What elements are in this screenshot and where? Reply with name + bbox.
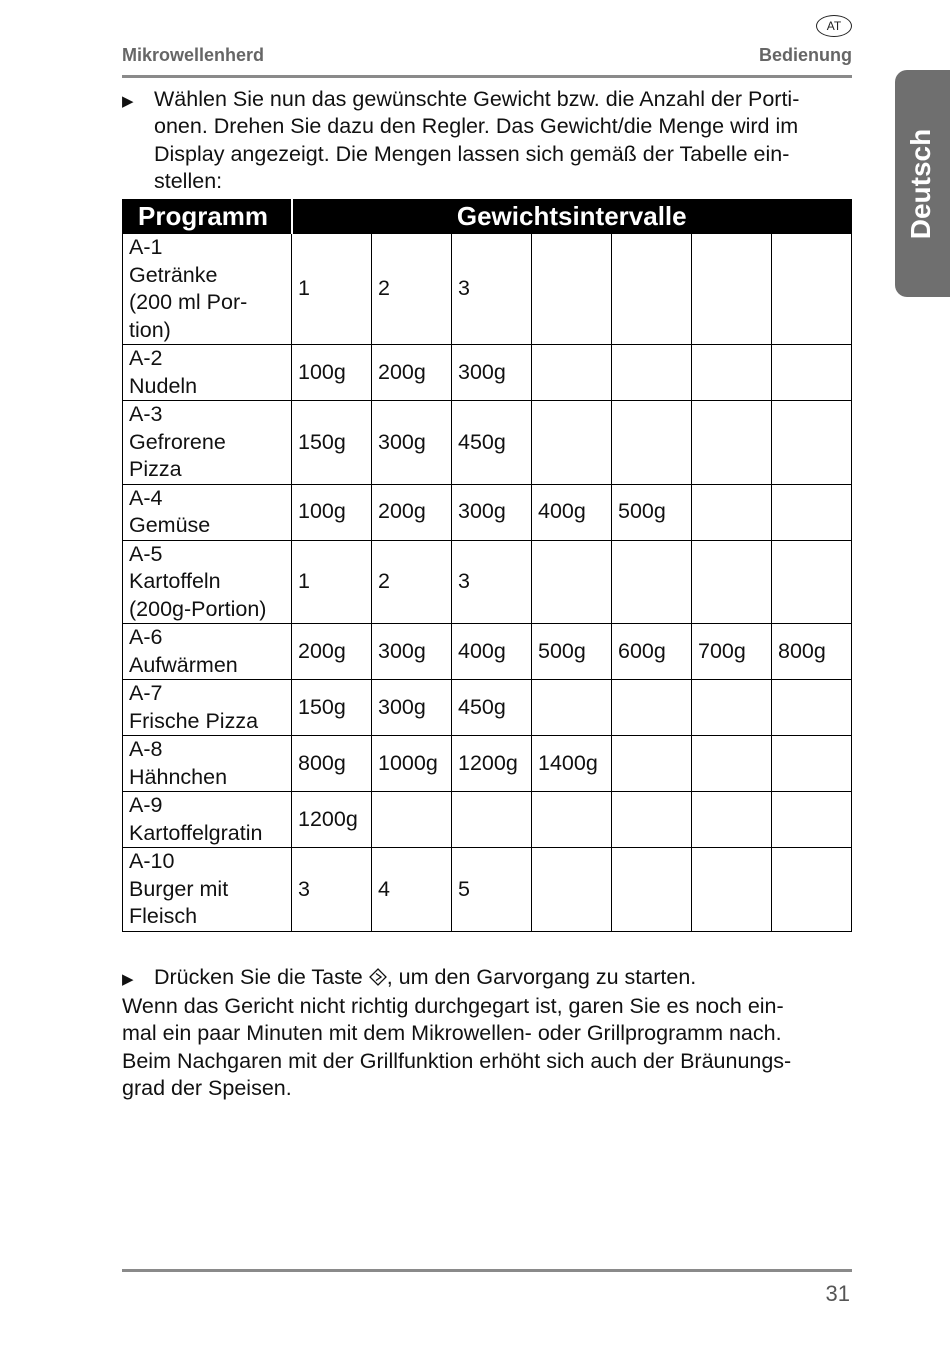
weight-cell [532, 792, 612, 848]
program-line: A-10 [129, 849, 175, 873]
program-line: Hähnchen [129, 764, 228, 789]
program-line: Burger mit [129, 876, 229, 901]
weight-cell [772, 540, 852, 624]
weight-cell: 200g [372, 484, 452, 540]
weight-cell [612, 540, 692, 624]
weight-cell [532, 401, 612, 485]
program-line: A-3 [129, 402, 163, 426]
weight-cell [692, 736, 772, 792]
program-cell [123, 736, 292, 792]
program-line: Gefrorene [129, 429, 226, 454]
table-row [123, 540, 852, 624]
weight-cell: 3 [452, 234, 532, 345]
weight-cell: 450g [452, 401, 532, 485]
start-key-icon [369, 968, 387, 986]
note-line: mal ein paar Minuten mit dem Mikrowellen- oder Grillprogramm nach. [122, 1021, 782, 1046]
program-line: A-5 [129, 541, 163, 566]
program-line: Fleisch [129, 904, 198, 928]
program-cell [123, 680, 292, 736]
weight-cell [772, 680, 852, 736]
weight-cell: 300g [452, 484, 532, 540]
weight-cell [692, 848, 772, 932]
weight-cell [612, 736, 692, 792]
table-row [123, 848, 852, 932]
program-line: A-6 [129, 625, 163, 649]
intro-line: Wählen Sie nun das gewünschte Gewicht bzw. die Anzahl der Porti- [154, 87, 800, 111]
weight-cell [612, 680, 692, 736]
header-programm: Programm [123, 200, 292, 234]
program-line: A-7 [129, 681, 163, 705]
table-row [123, 484, 852, 540]
table-row [123, 345, 852, 401]
table-row [123, 792, 852, 848]
bullet-arrow-icon: ▶ [122, 93, 134, 110]
weight-cell: 300g [372, 401, 452, 485]
step-start-before: Drücken Sie die Taste [154, 965, 369, 989]
weight-cell: 3 [292, 848, 372, 932]
program-line: Getränke [129, 262, 218, 287]
weight-cell [532, 345, 612, 401]
program-line: Pizza [129, 457, 182, 481]
weight-cell: 1200g [452, 736, 532, 792]
program-line: A-4 [129, 485, 163, 510]
weight-cell: 150g [292, 680, 372, 736]
weight-cell: 200g [292, 624, 372, 680]
weight-cell [772, 234, 852, 345]
program-cell [123, 624, 292, 680]
program-cell [123, 401, 292, 485]
program-line: Aufwärmen [129, 652, 238, 677]
program-line: A-2 [129, 346, 163, 370]
program-line: Nudeln [129, 373, 198, 398]
weight-cell [772, 345, 852, 401]
weight-cell: 1 [292, 540, 372, 624]
weight-cell [612, 848, 692, 932]
weight-cell [772, 401, 852, 485]
weight-cell: 5 [452, 848, 532, 932]
note-line: grad der Speisen. [122, 1076, 292, 1101]
language-tab-label: Deutsch [905, 128, 936, 239]
program-line: tion) [129, 317, 171, 342]
weight-cell: 1000g [372, 736, 452, 792]
program-cell [123, 234, 292, 345]
weight-cell [612, 792, 692, 848]
weight-cell [532, 848, 612, 932]
table-row [123, 624, 852, 680]
weight-cell: 800g [772, 624, 852, 680]
weight-cell [692, 680, 772, 736]
program-cell [123, 848, 292, 932]
weight-cell [532, 234, 612, 345]
program-line: Frische Pizza [129, 708, 259, 733]
program-line: Kartoffeln [129, 569, 221, 593]
header-gewichtsintervalle: Gewichtsintervalle [292, 200, 852, 234]
footer-rule [122, 1269, 852, 1272]
weight-cell: 300g [452, 345, 532, 401]
country-badge: AT [816, 15, 852, 37]
header-section: Bedienung [759, 45, 852, 65]
weight-cell [612, 345, 692, 401]
table-row [123, 234, 852, 345]
weight-cell: 800g [292, 736, 372, 792]
bullet-arrow-icon: ▶ [122, 971, 134, 988]
intro-line: Display angezeigt. Die Mengen lassen sich gemäß der Tabelle ein- [154, 141, 790, 166]
table-header-row [123, 200, 852, 234]
intro-line: onen. Drehen Sie dazu den Regler. Das Gewicht/die Menge wird im [154, 114, 799, 139]
weight-cell [772, 484, 852, 540]
intro-line: stellen: [154, 169, 223, 194]
weight-cell: 1 [292, 234, 372, 345]
program-cell [123, 345, 292, 401]
program-line: A-8 [129, 737, 163, 761]
weight-cell [692, 345, 772, 401]
weight-cell [772, 736, 852, 792]
step-start-after: , um den Garvorgang zu starten. [386, 965, 697, 989]
program-cell [123, 484, 292, 540]
weight-cell: 2 [372, 234, 452, 345]
weight-cell [692, 234, 772, 345]
weight-cell: 2 [372, 540, 452, 624]
table-row [123, 736, 852, 792]
program-line: Gemüse [129, 513, 211, 537]
weight-cell: 300g [372, 624, 452, 680]
weight-cell: 1200g [292, 792, 372, 848]
weight-cell: 400g [532, 484, 612, 540]
weight-cell: 100g [292, 484, 372, 540]
note-line: Beim Nachgaren mit der Grillfunktion erhöht sich auch der Bräunungs- [122, 1048, 792, 1073]
weight-cell: 400g [452, 624, 532, 680]
program-line: (200 ml Por- [129, 290, 248, 314]
weight-cell [692, 401, 772, 485]
intro-paragraph [154, 86, 844, 196]
weight-table [122, 199, 852, 932]
weight-cell [772, 792, 852, 848]
weight-cell [532, 540, 612, 624]
weight-cell [452, 792, 532, 848]
program-line: A-1 [129, 235, 163, 259]
note-line: Wenn das Gericht nicht richtig durchgegart ist, garen Sie es noch ein- [122, 994, 784, 1018]
weight-cell: 600g [612, 624, 692, 680]
program-line: A-9 [129, 793, 163, 817]
weight-cell [692, 792, 772, 848]
table-row [123, 680, 852, 736]
language-tab [895, 70, 950, 297]
table-row [123, 401, 852, 485]
weight-cell [692, 540, 772, 624]
weight-cell [612, 234, 692, 345]
program-line: Kartoffelgratin [129, 820, 263, 845]
program-cell [123, 792, 292, 848]
header-title: Mikrowellenherd [122, 45, 265, 65]
weight-cell: 200g [372, 345, 452, 401]
page-number: 31 [825, 1281, 850, 1306]
weight-cell [772, 848, 852, 932]
weight-cell: 100g [292, 345, 372, 401]
weight-cell: 1400g [532, 736, 612, 792]
weight-cell: 4 [372, 848, 452, 932]
weight-cell: 500g [612, 484, 692, 540]
header-rule [122, 75, 852, 78]
weight-cell: 3 [452, 540, 532, 624]
note-paragraph [122, 993, 842, 1103]
step-start-paragraph [154, 964, 844, 991]
weight-cell [532, 680, 612, 736]
weight-cell: 150g [292, 401, 372, 485]
weight-cell: 300g [372, 680, 452, 736]
program-cell [123, 540, 292, 624]
weight-cell: 450g [452, 680, 532, 736]
weight-cell [692, 484, 772, 540]
weight-cell: 500g [532, 624, 612, 680]
weight-cell [372, 792, 452, 848]
weight-cell: 700g [692, 624, 772, 680]
weight-cell [612, 401, 692, 485]
program-line: (200g-Portion) [129, 596, 267, 621]
